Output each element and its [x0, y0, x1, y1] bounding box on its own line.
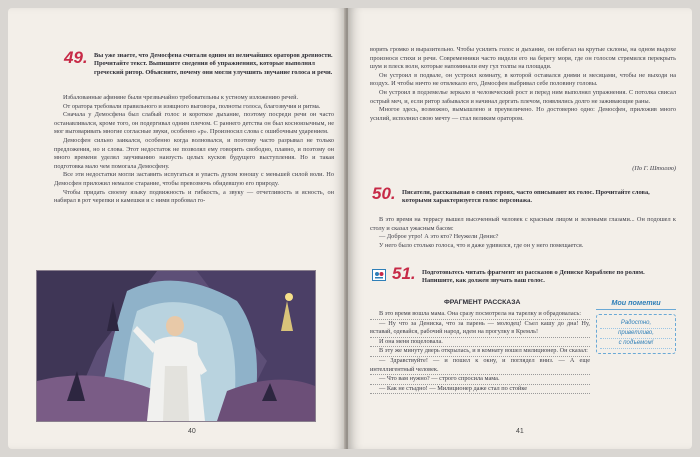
fragment-line: В эту же минуту дверь открылась, и в комнату вошел милиционер. Он сказал:: [370, 347, 590, 357]
paragraph: — Доброе утро! А это кто? Неужели Денис?: [379, 233, 499, 241]
task-49-instructions: Вы уже знаете, что Демосфена считали одним из величайших ораторов древности. Прочитайте текст. Выпишите сведения об упражнениях, которые выполнял греческий ритор. Объясните, почему они могли улучшить звучание голоса и речи.: [94, 52, 333, 76]
page-number-right: 41: [516, 428, 524, 435]
my-notes-box: [596, 314, 676, 354]
task-49-number: 49.: [64, 48, 88, 67]
fragment-line: — Что вам нужно? — строго спросила мама.: [370, 375, 590, 385]
fragment-title: ФРАГМЕНТ РАССКАЗА: [444, 299, 521, 306]
paragraph: Демосфен сильно заикался, особенно когда волновался, и поэтому часто разрывал не только предложения, но и слова. Этот недостаток не позволял ему говорить свободно, плавно, и поэтому он много времени уделял заучиванию наизусть целых кусков будущего выступления. Но и такая подготовка мало чем помогала Демосфену.: [54, 136, 334, 170]
fragment-line: И она меня поцеловала.: [370, 338, 590, 348]
page-number-left: 40: [188, 428, 196, 435]
demosthenes-illustration: [36, 270, 316, 422]
paragraph: Все эти недостатки могли заставить испугаться и упасть духом юношу с меньшей силой воли. Но Демосфен приложил немалое старание, чтобы превозмочь обидевшую его природу.: [54, 171, 334, 187]
my-notes-title: Мои пометки: [596, 298, 676, 310]
paragraph: Чтобы придать своему языку подвижность и гибкость, а звуку — отчетливость и ясность, он набирал в рот черепки и камешки и с ними пробовал го-: [54, 188, 334, 205]
note-line: приветливо,: [600, 329, 672, 339]
open-book: [8, 8, 692, 449]
paragraph: В это время на террасу вышел высоченный человек с красным лицом и зелеными глазами... Он подошел к столу и сказал ужасным басом:: [370, 216, 676, 232]
paragraph: От оратора требовали правильного и изящного выговора, полноты голоса, благозвучия и ритма.: [63, 102, 321, 110]
right-body-text: [370, 46, 676, 123]
fragment-text: [370, 310, 590, 394]
paragraph: Он устроил в подземелье зеркало в человеческий рост и перед ним выполнял упражнения. С потолка свисал острый меч, и, если ритор забывался и начинал дергать плечом, появлялись долго не заживающие раны.: [370, 88, 676, 105]
task-50-number: 50.: [372, 184, 396, 203]
task-50-passage: [370, 216, 676, 250]
right-page: [348, 8, 692, 449]
paragraph: ворить громко и выразительно. Чтобы усилить голос и дыхание, он взбегал на крутые склоны, на одном выдохе произнося стихи и речи. Современники часто видели его на берегу моря, где он голосом стремился перекрыть шум и плеск волн, которые напоминали ему гул толпы на площади.: [370, 46, 676, 71]
paragraph: Многое здесь, возможно, вымышлено и преувеличено. Но достоверно одно: Демосфен, приложив много усилий, исполнил свою мечту — стал великим оратором.: [370, 106, 676, 122]
task-51-instructions: Подготовьтесь читать фрагмент из рассказов о Денискe Кораблеве по ролям. Напишите, как должен звучать ваш голос.: [422, 269, 645, 285]
note-line: с подъемом!: [600, 339, 672, 349]
fragment-line: — Ну что за Дениска, что за парень — молодец! Съел кашу до дна! Ну, вставай, одевайся, рабочий народ, идем на прогулку в Кремль!: [370, 320, 590, 338]
left-body-text: [54, 94, 334, 206]
paragraph: Он устроил в подвале, он устроил комнату, в которой оставался днями и месяцами, чтобы не выходя на воздух. И чтобы ничто не отвлекало его, Демосфен выбривал себе половину головы.: [370, 71, 676, 88]
my-notes-sidebar: [596, 298, 676, 354]
fragment-line: В это время вошла мама. Она сразу посмотрела на тарелку и обрадовалась:: [370, 310, 590, 320]
task-51-number: 51.: [392, 264, 416, 283]
task-50-instructions: Писатели, рассказывая о своих героях, часто описывают их голос. Прочитайте слова, которыми характеризуется голос персонажа.: [402, 189, 650, 205]
paragraph: У него было столько голоса, что я даже удивился, где он у него помещается.: [379, 241, 584, 249]
read-by-roles-icon: [372, 269, 386, 281]
paragraph: Сначала у Демосфена был слабый голос и короткое дыхание, поэтому посреди речи он часто останавливался, кроме того, он подергивал одним плечом. С раннего детства он был косноязычным, не мог выговаривать многие согласные звуки, особенно «р». Произносил слова с ошибочным ударением.: [54, 111, 334, 136]
note-line: Радостно,: [600, 319, 672, 329]
paragraph: Избалованные афиняне были чрезвычайно требовательны к устному изложению речей.: [63, 94, 299, 101]
fragment-line: — Здравствуйте! — и пошел к окну, и поглядел вниз. — А еще интеллигентный человек.: [370, 357, 590, 375]
fragment-line: — Как не стыдно! — Милиционер даже стал по стойке: [370, 385, 590, 395]
left-page: [8, 8, 346, 449]
attribution: (По Г. Штоллю): [632, 165, 676, 172]
